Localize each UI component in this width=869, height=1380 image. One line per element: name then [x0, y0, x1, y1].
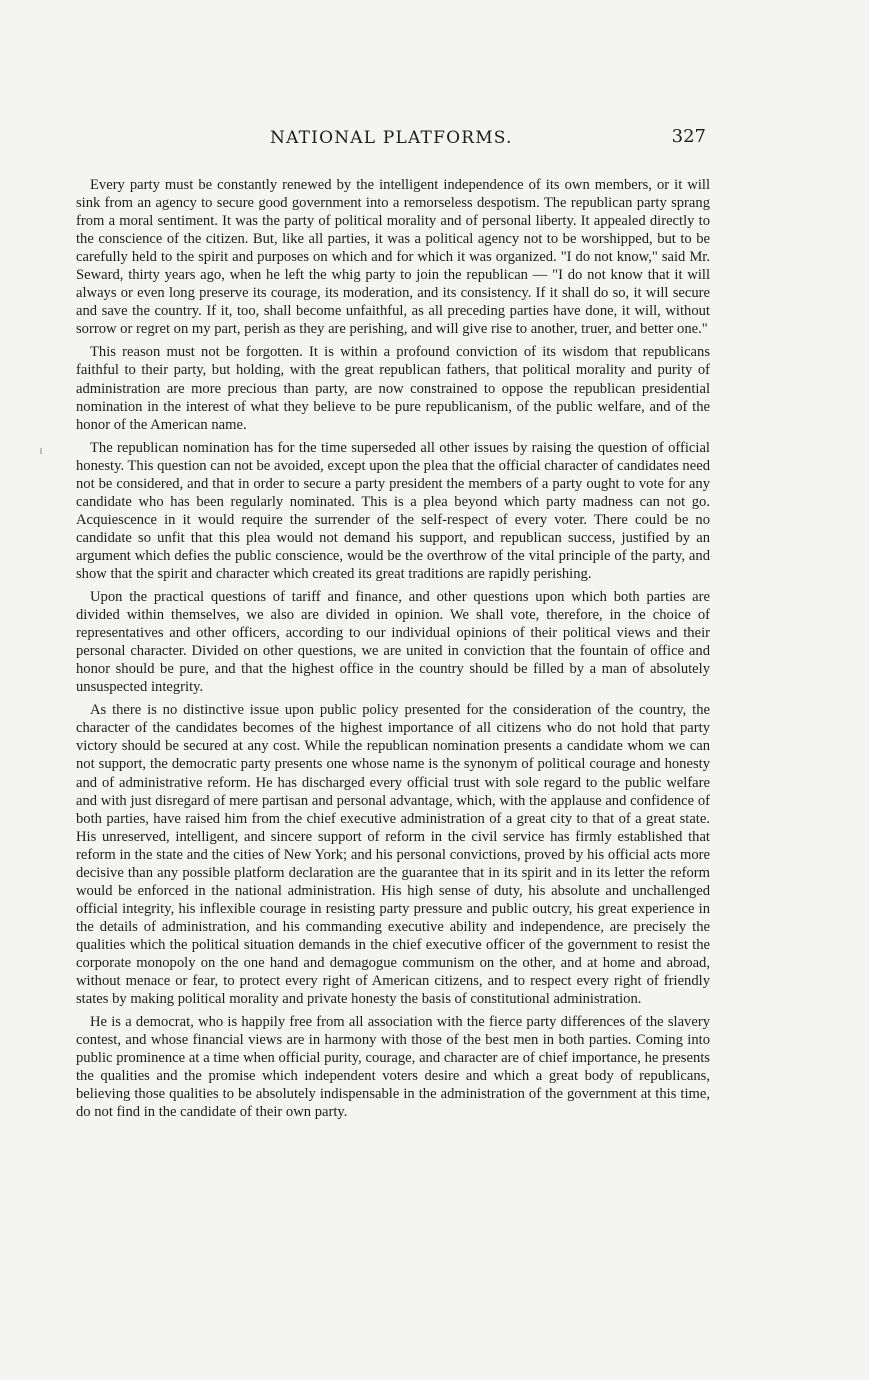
body-text: [76, 176, 710, 1126]
paragraph: The republican nomination has for the time superseded all other issues by raising the question of official honesty. This question can not be avoided, except upon the plea that the official character of candidates need not be considered, and that in order to secure a party president the members of a party ought to vote for any candidate who has been regularly nominated. This is a plea beyond which party madness can not go. Acquiescence in it would require the surrender of the self-respect of every voter. There could be no candidate so unfit that this plea would not demand his support, and republican success, justified by an argument which defies the public conscience, would be the overthrow of the vital principle of the party, and show that the spirit and character which created its great traditions are rapidly perishing.: [76, 439, 710, 582]
page-number: 327: [671, 126, 706, 147]
paper-speck: [40, 448, 42, 454]
paragraph: Upon the practical questions of tariff and finance, and other questions upon which both parties are divided within themselves, we also are divided in opinion. We shall vote, therefore, in the choice of representatives and other officers, according to our individual opinions of their political views and their personal character. Divided on other questions, we are united in conviction that the fountain of office and honor should be pure, and that the highest office in the country should be filled by a man of absolutely unsuspected integrity.: [76, 589, 710, 696]
page-header: [74, 126, 710, 156]
paragraph: Every party must be constantly renewed by the intelligent independence of its own members, or it will sink from an agency to secure good government into a remorseless despotism. The republican party sprang from a moral sentiment. It was the party of political morality and of personal liberty. It appealed directly to the conscience of the citizen. But, like all parties, it was a political agency not to be worshipped, but to be carefully held to the spirit and purposes on which and for which it was organized. "I do not know," said Mr. Seward, thirty years ago, when he left the whig party to join the republican — "I do not know that it will always or even long preserve its courage, its moderation, and its consistency. If it shall do so, it will secure and save the country. If it, too, shall become unfaithful, as all preceding parties have done, it will, without sorrow or regret on my part, perish as they are perishing, and will give rise to another, truer, and better one.": [76, 177, 710, 338]
paragraph: He is a democrat, who is happily free from all association with the fierce party differences of the slavery contest, and whose financial views are in harmony with those of the best men in both parties. Coming into public prominence at a time when official purity, courage, and character are of chief importance, he presents the qualities and the promise which independent voters desire and which a great body of republicans, believing those qualities to be absolutely indispensable in the administration of the government at this time, do not find in the candidate of their own party.: [76, 1014, 710, 1121]
running-head: NATIONAL PLATFORMS.: [270, 128, 513, 148]
paragraph: As there is no distinctive issue upon public policy presented for the consideration of the country, the character of the candidates becomes of the highest importance of all citizens who do not hold that party victory should be secured at any cost. While the republican nomination presents a candidate whom we can not support, the democratic party presents one whose name is the synonym of political courage and honesty and of administrative reform. He has discharged every official trust with sole regard to the public welfare and with just disregard of mere partisan and personal advantage, which, with the applause and confidence of both parties, have raised him from the chief executive administration of a great city to that of a great state. His unreserved, intelligent, and sincere support of reform in the civil service has firmly established that reform in the state and the cities of New York; and his personal convictions, proved by his official acts more decisive than any possible platform declaration are the guarantee that in its spirit and in its letter the reform would be enforced in the national administration. His high sense of duty, his absolute and unchallenged official integrity, his inflexible courage in resisting party pressure and public outcry, his great experience in the details of administration, and his commanding executive ability and independence, are precisely the qualities which the political situation demands in the chief executive officer of the government to resist the corporate monopoly on the one hand and demagogue communism on the other, and at home and abroad, without menace or fear, to protect every right of American citizens, and to respect every right of friendly states by making political morality and private honesty the basis of constitutional administration.: [76, 702, 710, 1008]
paragraph: This reason must not be forgotten. It is within a profound conviction of its wisdom that republicans faithful to their party, but holding, with the great republican fathers, that political morality and purity of administration are more precious than party, are now constrained to oppose the republican presidential nomination in the interest of what they believe to be pure republicanism, of the public welfare, and of the honor of the American name.: [76, 344, 710, 433]
